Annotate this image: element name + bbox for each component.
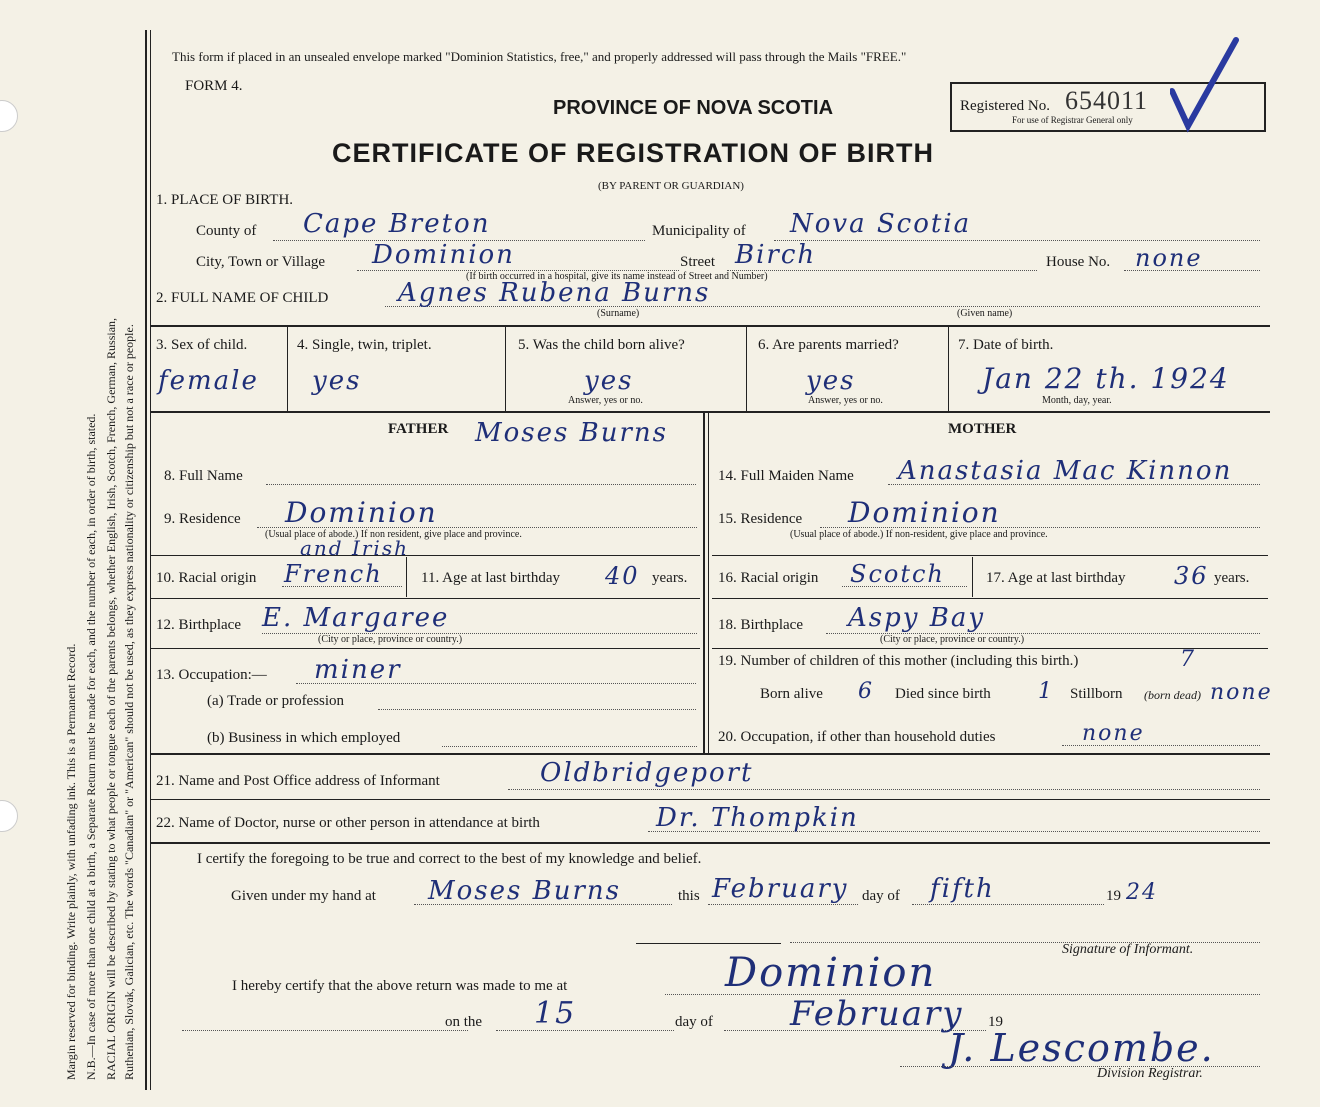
margin-note: Margin reserved for binding. Write plainly, with unfading ink. This is a Permanent Record. [64,643,78,1080]
field-line [442,746,697,747]
father-racial-extra: and Irish [300,536,409,560]
father-birthplace-label: 12. Birthplace [156,617,241,633]
mail-note: This form if placed in an unsealed envelope marked "Dominion Statistics, free," and properly addressed will pass through the Mails "FREE." [172,49,907,64]
mother-residence-label: 15. Residence [718,511,803,527]
father-occupation-label: 13. Occupation:— [156,667,267,683]
municipality-line [774,240,1260,241]
signature-of-informant: Signature of Informant. [1062,942,1194,957]
city-value: Dominion [372,240,515,270]
mother-age-label: 17. Age at last birthday [986,570,1126,586]
this-value: February [712,874,849,904]
alive-value: yes [584,366,634,396]
dob-note: Month, day, year. [1042,395,1112,406]
field-line [496,1030,674,1031]
died-value: 1 [1038,679,1054,704]
mother-birthplace-note: (City or place, province or country.) [880,634,1025,645]
rule [150,753,1270,755]
mother-age-value: 36 [1174,562,1209,590]
county-value: Cape Breton [303,209,491,239]
mother-birthplace-value: Aspy Bay [848,603,986,633]
rule [746,327,747,411]
mother-residence-value: Dominion [848,496,1001,529]
father-birthplace-note: (City or place, province or country.) [318,634,463,645]
surname-note: (Surname) [597,308,640,319]
day-of-label: day of [862,888,900,904]
rule [150,411,1270,413]
punch-hole [0,800,18,832]
county-label: County of [196,223,257,239]
trade-label: (a) Trade or profession [207,693,345,709]
rule [150,555,700,556]
city-label: City, Town or Village [196,254,326,270]
rule [150,648,700,649]
certify-statement: I certify the foregoing to be true and correct to the best of my knowledge and belief. [197,851,702,867]
registrar-signature: J. Lescombe. [948,1026,1215,1070]
stillborn-label: Stillborn [1070,686,1123,702]
mother-birthplace-label: 18. Birthplace [718,617,803,633]
children-label: 19. Number of children of this mother (including this birth.) [718,653,1079,669]
page-subtitle: (BY PARENT OR GUARDIAN) [598,180,744,192]
father-abode-note: (Usual place of abode.) If non resident, give place and province. [265,529,522,540]
on-the-value: 15 [534,996,577,1031]
this-label: this [678,888,700,904]
rule [708,413,709,753]
street-value: Birch [735,240,817,270]
rule [287,327,288,411]
day-of-2-value: February [790,994,964,1034]
margin-note: N.B.—In case of more than one child at a birth, a Separate Return must be made for each, and the number of each, in order of birth, stated. [84,413,98,1080]
field-line [708,904,858,905]
house-value: none [1135,244,1203,272]
plurality-label: 4. Single, twin, triplet. [297,337,432,353]
municipality-label: Municipality of [652,223,746,239]
place-heading: 1. PLACE OF BIRTH. [156,192,294,208]
doctor-label: 22. Name of Doctor, nurse or other person in attendance at birth [156,815,540,831]
father-age-label: 11. Age at last birthday [421,570,560,586]
sex-value: female [158,366,259,396]
hospital-note: (If birth occurred in a hospital, give its name instead of Street and Number) [466,271,768,282]
father-heading: FATHER [388,421,449,437]
father-occupation-value: miner [314,655,402,685]
children-value: 7 [1180,647,1196,672]
stillborn-value: none [1210,680,1273,705]
alive-label: 5. Was the child born alive? [518,337,685,353]
field-line [508,789,1260,790]
born-alive-value: 6 [858,679,874,704]
rule [150,842,1270,844]
registered-number: 654011 [1065,86,1149,115]
rule [150,325,1270,327]
married-value: yes [806,366,856,396]
dob-value: Jan 22 th. 1924 [982,362,1230,395]
house-label: House No. [1046,254,1111,270]
rule [406,557,407,597]
mother-racial-label: 16. Racial origin [718,570,819,586]
form-number: FORM 4. [185,78,243,94]
day-of-2-label: day of [675,1014,713,1030]
father-name-label: 8. Full Name [164,468,243,484]
business-label: (b) Business in which employed [207,730,401,746]
form-border-left [145,30,147,1090]
father-racial-value: French [284,560,383,588]
father-racial-label: 10. Racial origin [156,570,257,586]
rule [636,943,781,944]
father-residence-value: Dominion [285,496,438,529]
died-label: Died since birth [895,686,991,702]
year-2: 19 [988,1014,1003,1030]
child-name-value: Agnes Rubena Burns [398,278,711,308]
stillborn-note: (born dead) [1144,688,1201,702]
rule [150,598,700,599]
punch-hole [0,100,18,132]
check-mark [1170,36,1240,136]
given-at-value: Moses Burns [428,876,621,906]
alive-note: Answer, yes or no. [568,395,643,406]
province: PROVINCE OF NOVA SCOTIA [553,97,834,119]
dob-label: 7. Date of birth. [958,337,1054,353]
municipality-value: Nova Scotia [790,209,972,239]
day-of-value: fifth [930,874,995,904]
registrar-place: Dominion [725,950,937,996]
signature-line [900,1066,1260,1067]
field-line [182,1030,468,1031]
margin-note: Ruthenian, Slovak, Galician, etc. The words "Canadian" or "American" should not be used, as they express nationality or citizenship but not a race or people. [122,324,136,1080]
mother-racial-value: Scotch [850,560,945,588]
rule [703,413,705,753]
mother-years: years. [1214,570,1250,586]
rule [712,598,1268,599]
father-age-value: 40 [605,562,640,590]
plurality-value: yes [312,366,362,396]
street-label: Street [680,254,715,270]
on-the-label: on the [445,1014,483,1030]
father-years: years. [652,570,688,586]
father-residence-label: 9. Residence [164,511,241,527]
father-name-value: Moses Burns [475,418,668,448]
informant-value: Oldbridgeport [540,758,754,788]
mother-abode-note: (Usual place of abode.) If non-resident, give place and province. [790,529,1048,540]
born-alive-label: Born alive [760,686,823,702]
field-line [378,709,696,710]
rule [712,555,1268,556]
division-registrar-label: Division Registrar. [1097,1066,1203,1081]
form-border-left-inner [150,30,151,1090]
street-line [727,270,1037,271]
married-label: 6. Are parents married? [758,337,899,353]
field-line [266,484,696,485]
page-title: CERTIFICATE OF REGISTRATION OF BIRTH [332,138,934,168]
mother-occupation-value: none [1082,721,1145,746]
father-birthplace-value: E. Margaree [262,603,450,633]
given-at-label: Given under my hand at [231,888,376,904]
married-note: Answer, yes or no. [808,395,883,406]
mother-occupation-label: 20. Occupation, if other than household duties [718,729,996,745]
rule [150,799,1270,800]
doctor-value: Dr. Thompkin [656,803,859,833]
child-name-label: 2. FULL NAME OF CHILD [156,290,329,306]
margin-note: RACIAL ORIGIN will be described by stating to what people or tongue each of the parents belongs, whether English, Irish, Scotch, French, German, Russian, [104,317,118,1080]
sex-label: 3. Sex of child. [156,337,248,353]
registered-label: Registered No. [960,98,1050,114]
registrar-use-note: For use of Registrar General only [1012,115,1133,125]
rule [948,327,949,411]
rule [972,557,973,597]
rule [505,327,506,411]
year-suffix: 24 [1126,880,1158,905]
mother-name-value: Anastasia Mac Kinnon [898,456,1233,486]
informant-label: 21. Name and Post Office address of Informant [156,773,440,789]
given-name-note: (Given name) [957,308,1013,319]
year-prefix: 19 [1106,888,1121,904]
mother-name-label: 14. Full Maiden Name [718,468,854,484]
registrar-statement: I hereby certify that the above return was made to me at [232,978,568,994]
mother-heading: MOTHER [948,421,1017,437]
field-line [912,904,1104,905]
